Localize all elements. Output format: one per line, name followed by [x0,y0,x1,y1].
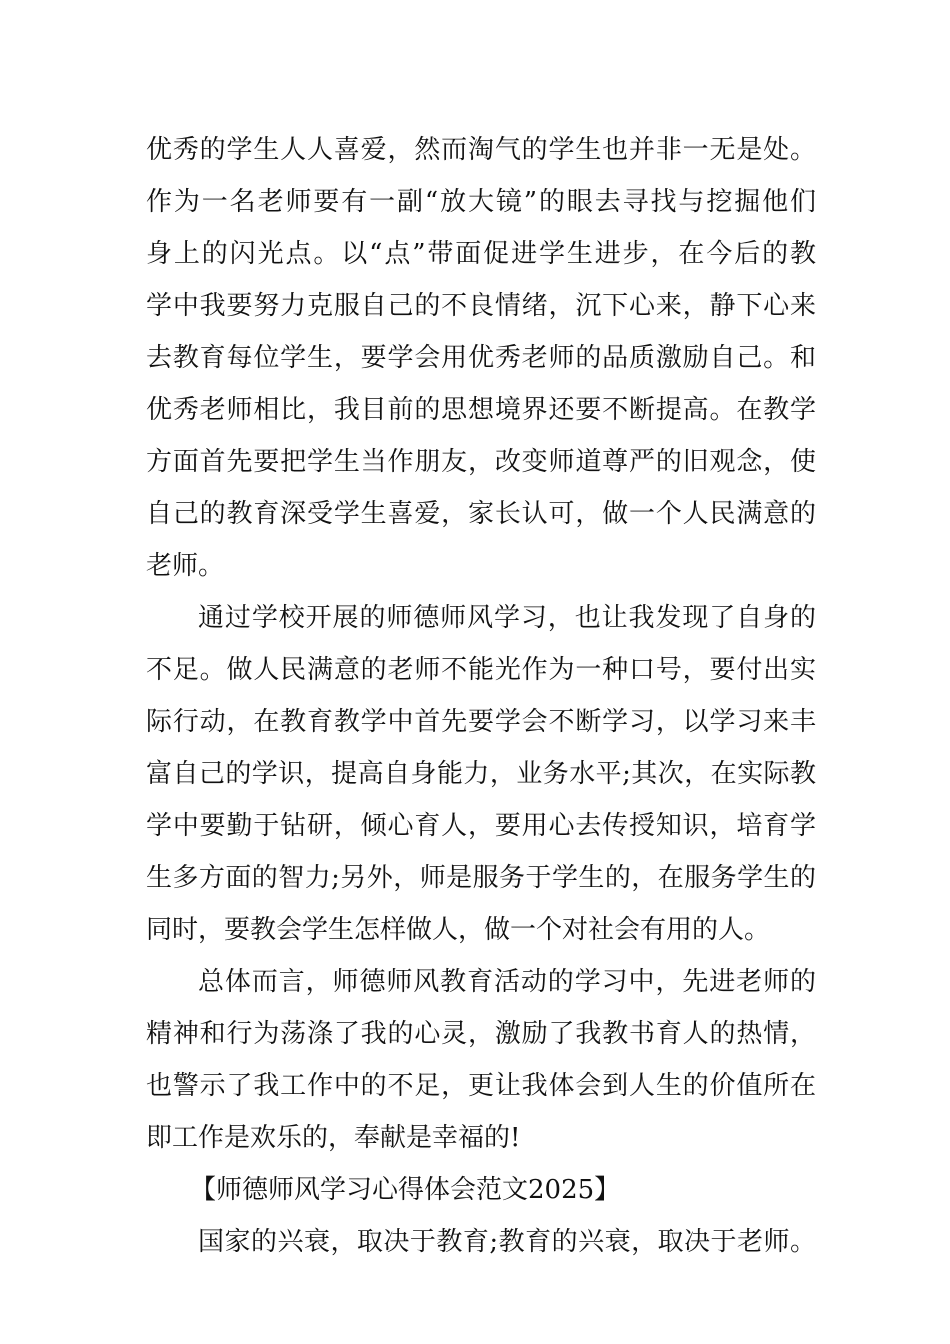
paragraph-line: 通过学校开展的师德师风学习，也让我发现了自身的 [198,603,816,633]
paragraph-line: 老师。 [146,551,225,581]
paragraph-line: 也警示了我工作中的不足，更让我体会到人生的价值所在 [146,1071,816,1101]
paragraph-line: 优秀的学生人人喜爱，然而淘气的学生也并非一无是处。 [146,135,816,165]
paragraph-line: 去教育每位学生，要学会用优秀老师的品质激励自己。和 [146,343,816,373]
paragraph-line: 学中我要努力克服自己的不良情绪，沉下心来，静下心来 [146,291,816,321]
paragraph-line: 国家的兴衰，取决于教育;教育的兴衰，取决于老师。 [198,1227,816,1257]
paragraph-line: 不足。做人民满意的老师不能光作为一种口号，要付出实 [146,655,816,685]
paragraph-line: 作为一名老师要有一副“放大镜”的眼去寻找与挖掘他们 [146,187,816,217]
document-body [146,124,816,1268]
paragraph-line: 即工作是欢乐的，奉献是幸福的! [146,1123,521,1153]
paragraph-line: 生多方面的智力;另外，师是服务于学生的，在服务学生的 [146,863,816,893]
paragraph-line: 富自己的学识，提高自身能力，业务水平;其次，在实际教 [146,759,816,789]
section-heading: 【师德师风学习心得体会范文2025】 [190,1175,621,1205]
paragraph-line: 方面首先要把学生当作朋友，改变师道尊严的旧观念，使 [146,447,816,477]
paragraph-line: 优秀老师相比，我目前的思想境界还要不断提高。在教学 [146,395,816,425]
paragraph-line: 精神和行为荡涤了我的心灵，激励了我教书育人的热情， [146,1019,816,1049]
paragraph-line: 同时，要教会学生怎样做人，做一个对社会有用的人。 [146,915,771,945]
paragraph-line: 身上的闪光点。以“点”带面促进学生进步，在今后的教 [146,239,816,269]
paragraph-line: 学中要勤于钻研，倾心育人，要用心去传授知识，培育学 [146,811,816,841]
paragraph-line: 自己的教育深受学生喜爱，家长认可，做一个人民满意的 [146,499,816,529]
paragraph-line: 总体而言，师德师风教育活动的学习中，先进老师的 [198,967,816,997]
paragraph-line: 际行动，在教育教学中首先要学会不断学习，以学习来丰 [146,707,816,737]
